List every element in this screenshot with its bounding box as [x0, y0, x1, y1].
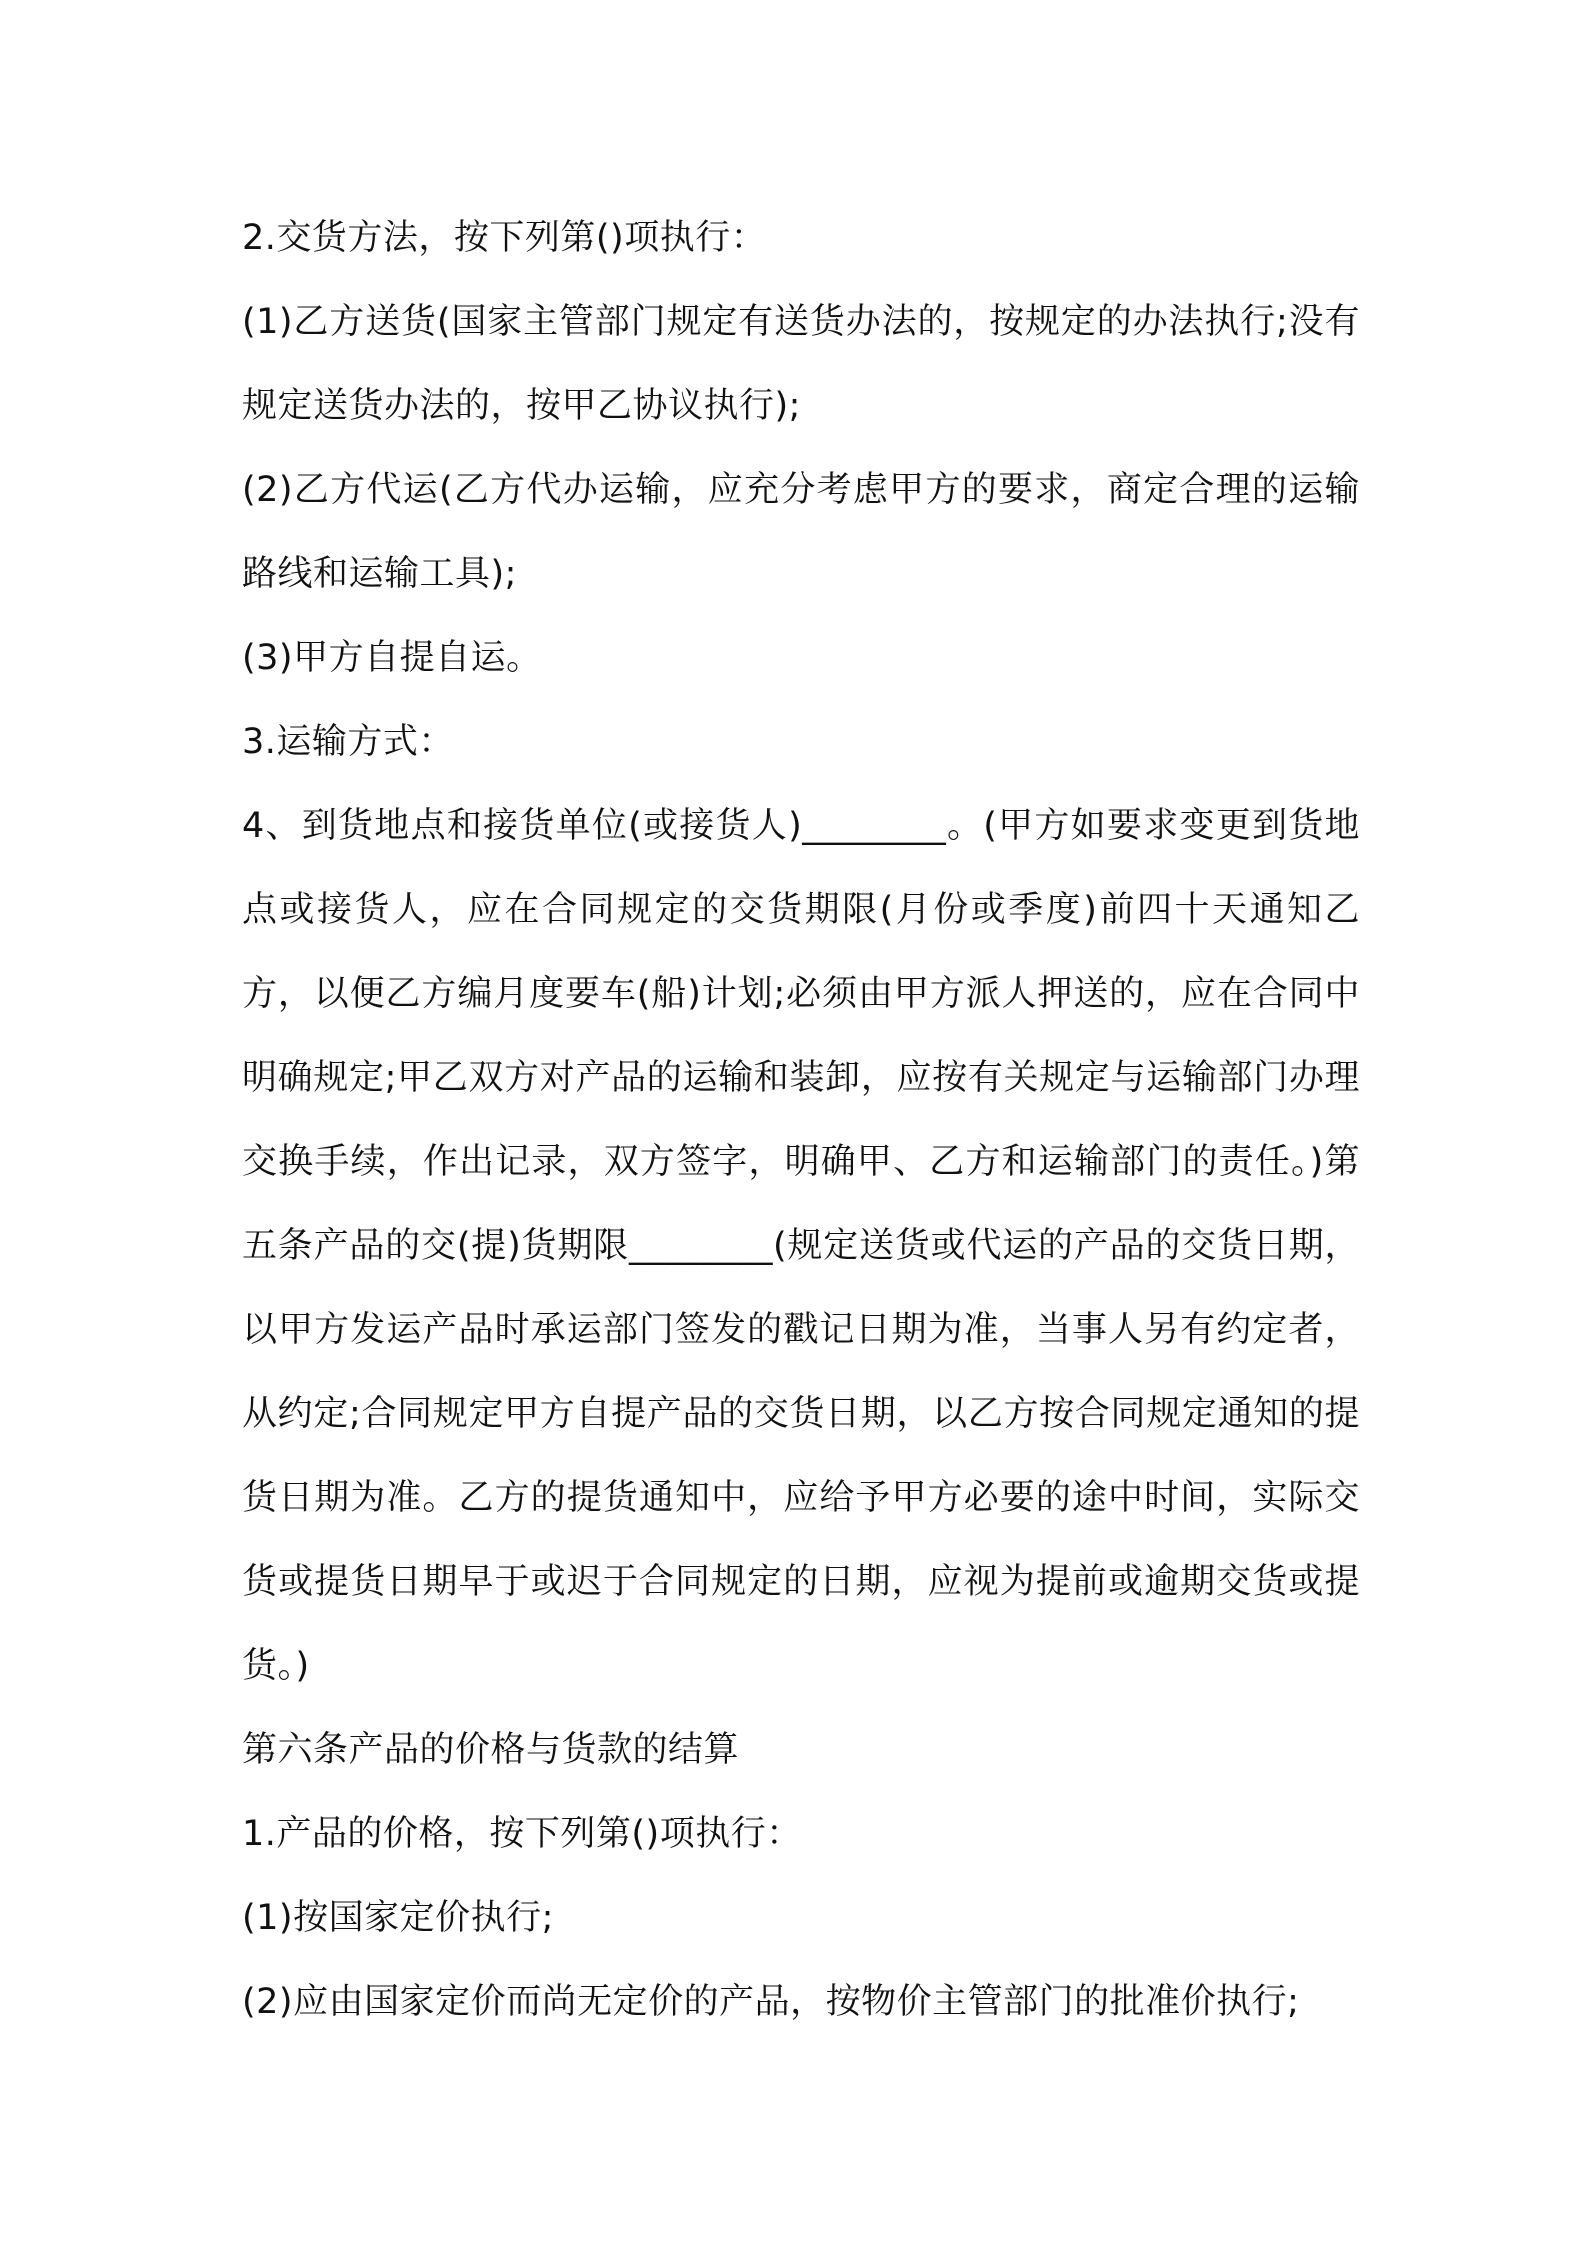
paragraph-option-buyer-pickup: (3)甲方自提自运。 [242, 638, 542, 678]
paragraph-option-state-price: (1)按国家定价执行; [242, 1898, 554, 1938]
paragraph-option-seller-shipping: (2)乙方代运(乙方代办运输，应充分考虑甲方的要求，商定合理的运输路线和运输工具); [242, 470, 1360, 594]
paragraph-option-approved-price: (2)应由国家定价而尚无定价的产品，按物价主管部门的批准价执行; [242, 1982, 1300, 2022]
paragraph-delivery-method: 2.交货方法，按下列第()项执行： [242, 218, 767, 258]
paragraph-arrival-and-delivery-term: 4、到货地点和接货单位(或接货人)________。(甲方如要求变更到货地点或接货人，应在合同规定的交货期限(月份或季度)前四十天通知乙方，以便乙方编月度要车(船)计划;必须由甲方派人押送的，应在合同中明确规定;甲乙双方对产品的运输和装卸，应按有关规定与运输部门办理交换手续，作出记录，双方签字，明确甲、乙方和运输部门的责任。)第五条产品的交(提)货期限________(规定送货或代运的产品的交货日期，以甲方发运产品时承运部门签发的戳记日期为准，当事人另有约定者，从约定;合同规定甲方自提产品的交货日期，以乙方按合同规定通知的提货日期为准。乙方的提货通知中，应给予甲方必要的途中时间，实际交货或提货日期早于或迟于合同规定的日期，应视为提前或逾期交货或提货。) [242, 806, 1360, 1686]
paragraph-transport-mode: 3.运输方式： [242, 722, 454, 762]
paragraph-product-price: 1.产品的价格，按下列第()项执行： [242, 1814, 802, 1854]
document-body [242, 196, 1360, 2044]
paragraph-option-seller-delivery: (1)乙方送货(国家主管部门规定有送货办法的，按规定的办法执行;没有规定送货办法的，按甲乙协议执行); [242, 302, 1360, 426]
section-heading-price-settlement: 第六条产品的价格与货款的结算 [242, 1730, 740, 1770]
